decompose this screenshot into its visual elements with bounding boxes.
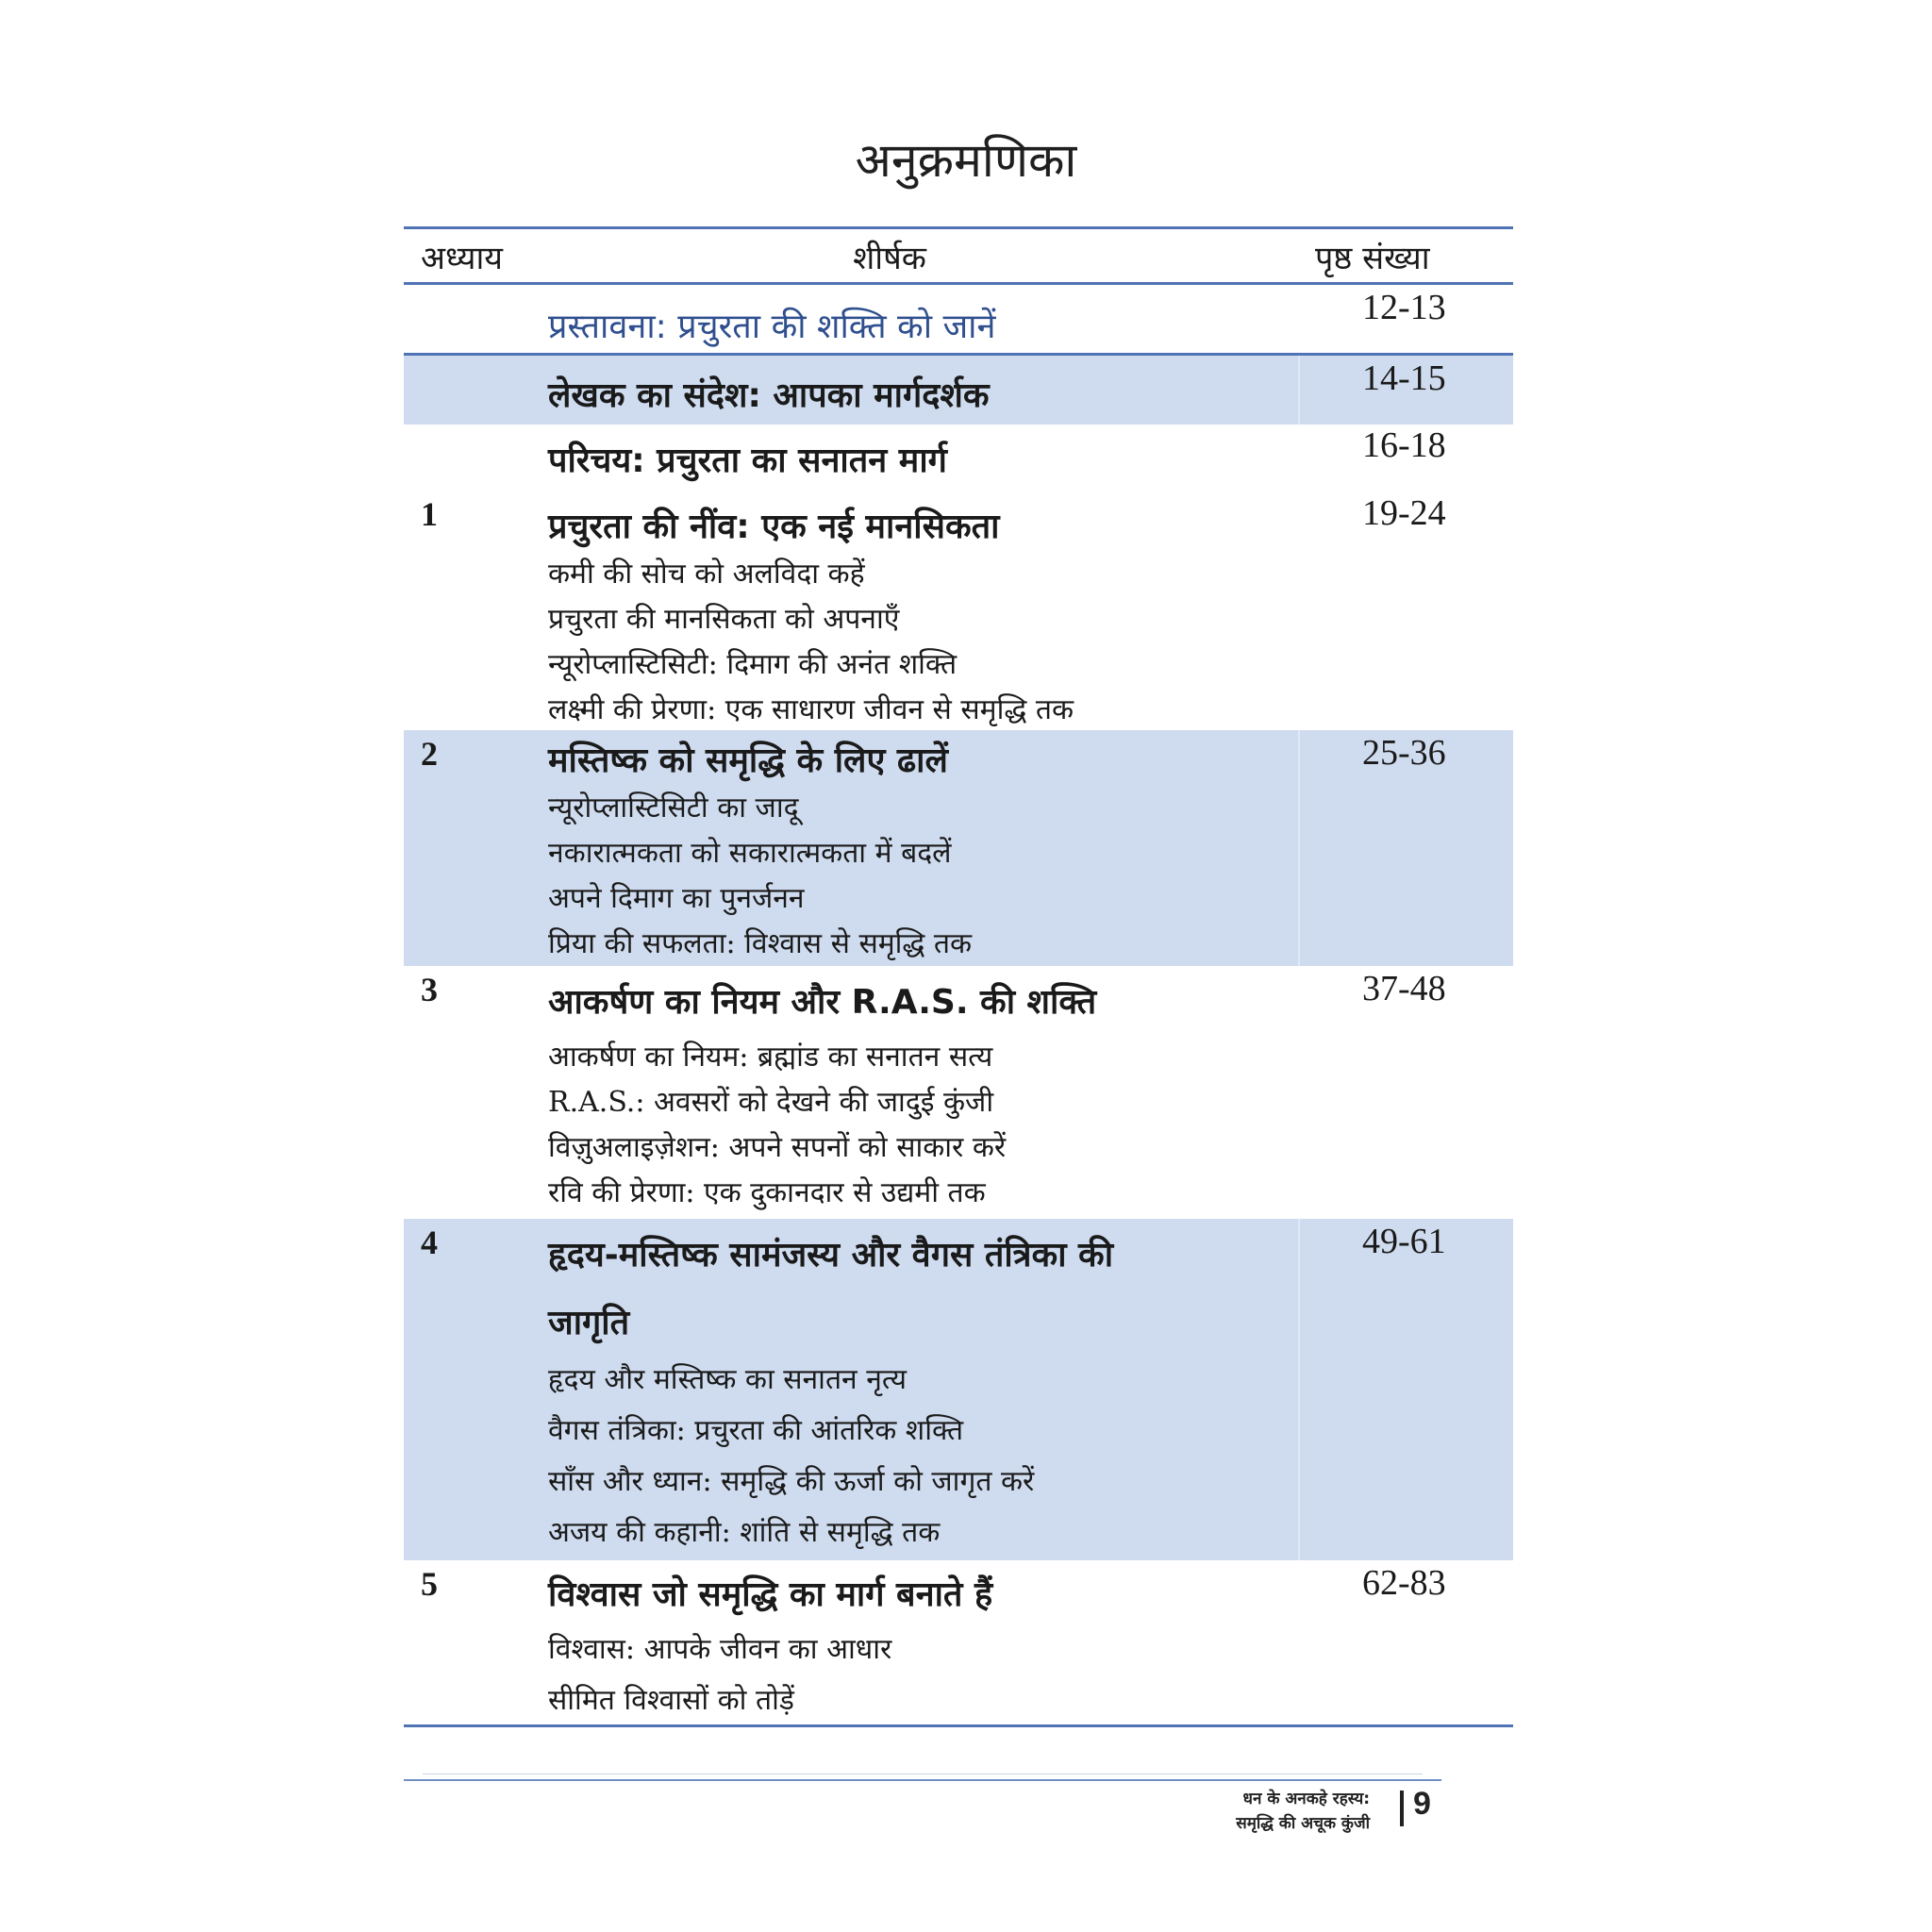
- toc-row-chapter-5[interactable]: [404, 1560, 1513, 1724]
- page-number: 9: [1413, 1786, 1431, 1822]
- subtopic: R.A.S.: अवसरों को देखने की जादुई कुंजी: [548, 1086, 994, 1119]
- chapter-number: 2: [421, 735, 438, 773]
- subtopic: आकर्षण का नियम: ब्रह्मांड का सनातन सत्य: [548, 1041, 993, 1074]
- header-title: शीर्षक: [853, 240, 926, 277]
- chapter-number: 3: [421, 971, 438, 1008]
- subtopic: न्यूरोप्लास्टिसिटी: दिमाग की अनंत शक्ति: [548, 648, 958, 681]
- subtopic: विश्वास: आपके जीवन का आधार: [548, 1633, 892, 1666]
- toc-row-chapter-4[interactable]: [404, 1219, 1513, 1560]
- row-pages: 62-83: [1362, 1563, 1446, 1603]
- table-bottom-rule: [404, 1724, 1513, 1727]
- row-title: लेखक का संदेश: आपका मार्गदर्शक: [548, 376, 990, 415]
- row-pages: 37-48: [1362, 969, 1446, 1008]
- toc-table: [404, 226, 1513, 1727]
- subtopic: रवि की प्रेरणा: एक दुकानदार से उद्यमी तक: [548, 1176, 986, 1209]
- subtopic: सीमित विश्वासों को तोड़ें: [548, 1684, 794, 1717]
- toc-row-author-message[interactable]: [404, 356, 1513, 425]
- footer-book-line-2: समृद्धि की अचूक कुंजी: [1236, 1814, 1370, 1833]
- row-pages: 49-61: [1362, 1222, 1446, 1261]
- toc-row-introduction[interactable]: [404, 425, 1513, 491]
- subtopic: वैगस तंत्रिका: प्रचुरता की आंतरिक शक्ति: [548, 1414, 964, 1447]
- header-chapter: अध्याय: [421, 240, 504, 277]
- footer-book-title: [1170, 1787, 1370, 1836]
- row-title: परिचय: प्रचुरता का सनातन मार्ग: [548, 441, 947, 480]
- subtopic: विज़ुअलाइज़ेशन: अपने सपनों को साकार करें: [548, 1131, 1007, 1164]
- chapter-number: 1: [421, 495, 438, 533]
- toc-row-chapter-1[interactable]: [404, 491, 1513, 730]
- row-title-continued: जागृति: [548, 1304, 630, 1342]
- row-title: प्रस्तावना: प्रचुरता की शक्ति को जानें: [548, 308, 996, 346]
- row-title: प्रचुरता की नींव: एक नई मानसिकता: [548, 508, 1000, 546]
- subtopic: अपने दिमाग का पुनर्जनन: [548, 882, 805, 915]
- header-page: पृष्ठ संख्या: [1315, 240, 1430, 277]
- footer-separator: [1400, 1790, 1404, 1826]
- subtopic: हृदय और मस्तिष्क का सनातन नृत्य: [548, 1363, 907, 1396]
- row-title: हृदय-मस्तिष्क सामंजस्य और वैगस तंत्रिका की: [548, 1236, 1114, 1274]
- page-title: अनुक्रमणिका: [855, 133, 1077, 188]
- footer-rule: [404, 1779, 1441, 1781]
- toc-row-chapter-2[interactable]: [404, 730, 1513, 966]
- row-pages: 19-24: [1362, 493, 1446, 533]
- subtopic: कमी की सोच को अलविदा कहें: [548, 558, 865, 591]
- subtopic: लक्ष्मी की प्रेरणा: एक साधारण जीवन से समृद्धि तक: [548, 693, 1074, 726]
- row-pages: 12-13: [1362, 288, 1446, 327]
- row-title: मस्तिष्क को समृद्धि के लिए ढालें: [548, 741, 948, 780]
- row-pages: 14-15: [1362, 358, 1446, 398]
- footer-book-line-1: धन के अनकहे रहस्य:: [1242, 1790, 1370, 1808]
- subtopic: साँस और ध्यान: समृद्धि की ऊर्जा को जागृत करें: [548, 1465, 1035, 1498]
- subtopic: न्यूरोप्लास्टिसिटी का जादू: [548, 791, 799, 824]
- row-pages: 25-36: [1362, 733, 1446, 773]
- toc-row-chapter-3[interactable]: [404, 966, 1513, 1219]
- chapter-number: 4: [421, 1224, 438, 1261]
- subtopic: नकारात्मकता को सकारात्मकता में बदलें: [548, 837, 952, 870]
- chapter-number: 5: [421, 1565, 438, 1603]
- toc-row-preface[interactable]: [404, 285, 1513, 353]
- subtopic: प्रिया की सफलता: विश्वास से समृद्धि तक: [548, 927, 973, 960]
- subtopic: अजय की कहानी: शांति से समृद्धि तक: [548, 1516, 941, 1549]
- row-title: विश्वास जो समृद्धि का मार्ग बनाते हैं: [548, 1575, 993, 1614]
- row-title: आकर्षण का नियम और R.A.S. की शक्ति: [548, 983, 1097, 1022]
- row-pages: 16-18: [1362, 425, 1446, 465]
- table-header: [404, 229, 1513, 282]
- subtopic: प्रचुरता की मानसिकता को अपनाएँ: [548, 603, 900, 636]
